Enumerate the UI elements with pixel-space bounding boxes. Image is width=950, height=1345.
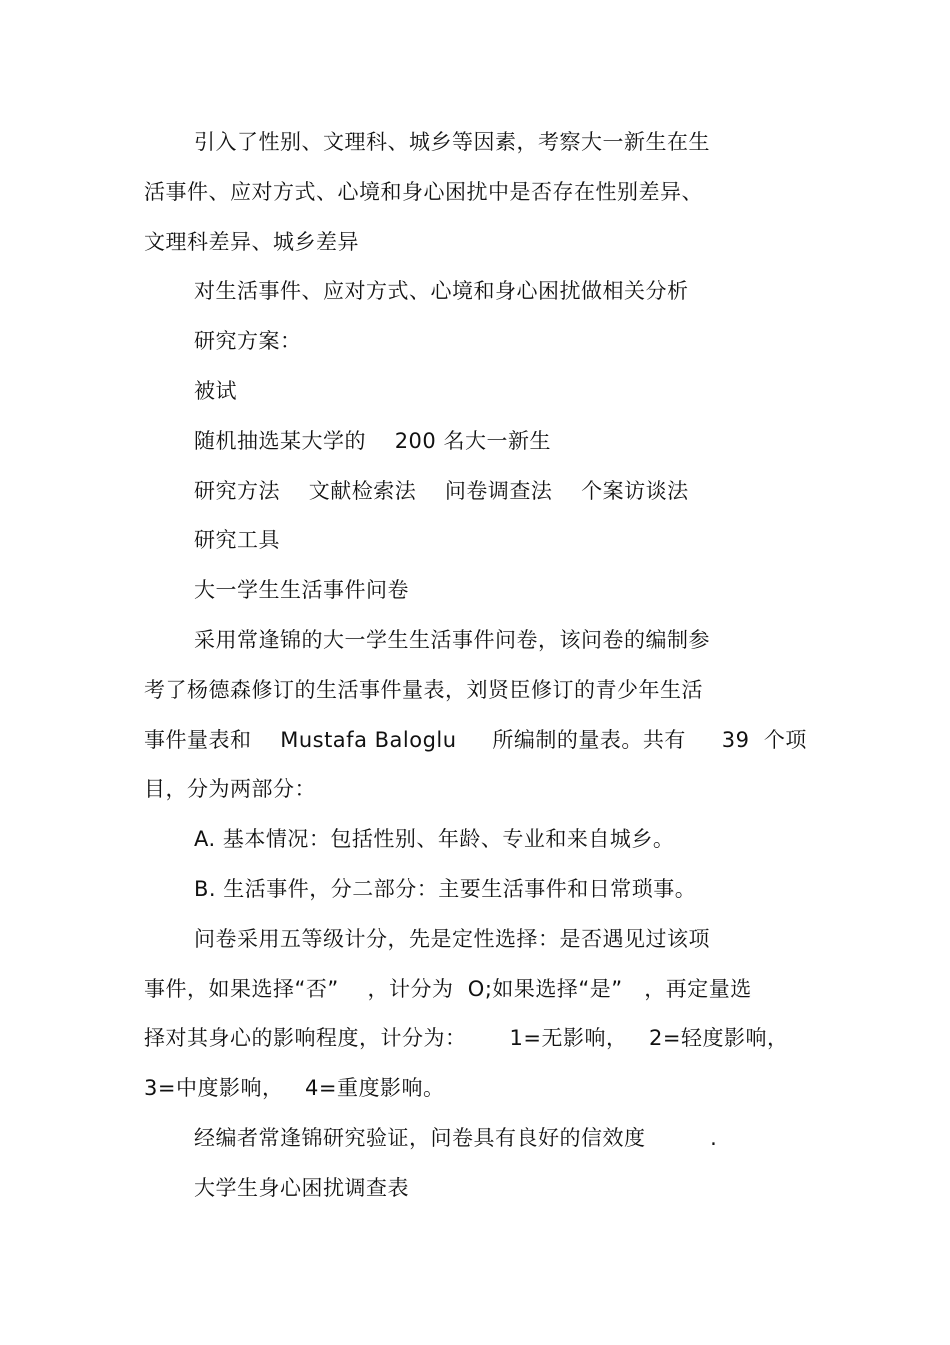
paragraph-line: 择对其身心的影响程度，计分为： 1=无影响， 2=轻度影响，	[144, 1026, 789, 1050]
list-item: B. 生活事件，分二部分：主要生活事件和日常琐事。	[194, 877, 697, 901]
list-item: A. 基本情况：包括性别、年龄、专业和来自城乡。	[194, 827, 675, 851]
paragraph-line: 目，分为两部分：	[144, 777, 316, 801]
heading-line: 研究方案：	[194, 329, 302, 353]
paragraph-line: 对生活事件、应对方式、心境和身心困扰做相关分析	[194, 279, 689, 303]
paragraph-line: 研究方法 文献检索法 问卷调查法 个案访谈法	[194, 479, 689, 503]
paragraph-line: 事件量表和 Mustafa Baloglu 所编制的量表。共有 39 个项	[144, 728, 807, 752]
heading-line: 大一学生生活事件问卷	[194, 578, 409, 602]
heading-line: 被试	[194, 379, 237, 403]
paragraph-line: 随机抽选某大学的 200 名大一新生	[194, 429, 551, 453]
heading-line: 大学生身心困扰调查表	[194, 1176, 409, 1200]
paragraph-line: 文理科差异、城乡差异	[144, 230, 359, 254]
paragraph-line: 考了杨德森修订的生活事件量表，刘贤臣修订的青少年生活	[144, 678, 703, 702]
paragraph-line: 事件，如果选择“否” ，计分为 O;如果选择“是” ，再定量选	[144, 977, 752, 1001]
heading-line: 研究工具	[194, 528, 280, 552]
paragraph-line: 经编者常逢锦研究验证，问卷具有良好的信效度 .	[194, 1126, 718, 1150]
paragraph-line: 引入了性别、文理科、城乡等因素，考察大一新生在生	[194, 130, 710, 154]
paragraph-line: 采用常逢锦的大一学生生活事件问卷，该问卷的编制参	[194, 628, 710, 652]
paragraph-line: 问卷采用五等级计分，先是定性选择：是否遇见过该项	[194, 927, 710, 951]
paragraph-line: 3=中度影响， 4=重度影响。	[144, 1076, 445, 1100]
paragraph-line: 活事件、应对方式、心境和身心困扰中是否存在性别差异、	[144, 180, 703, 204]
